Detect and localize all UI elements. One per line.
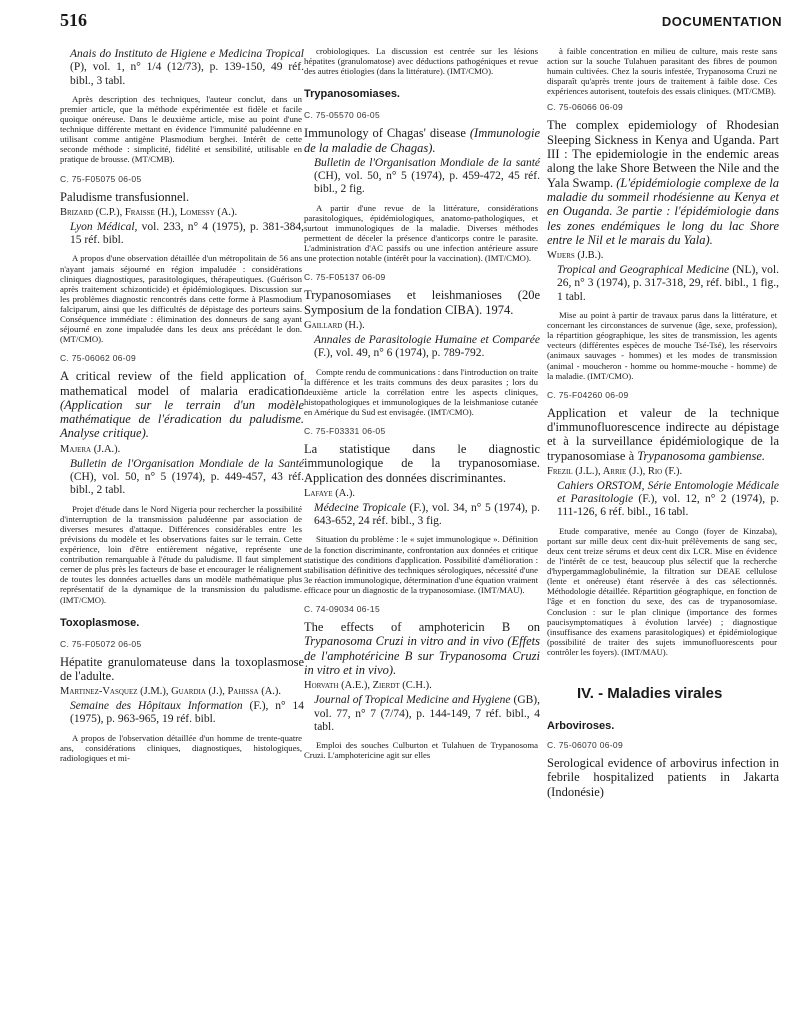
entry-code: C. 75-05570 06-05 — [304, 110, 380, 121]
entry-title: Application et valeur de la technique d'immunofluorescence indirecte au dépistage et à la surveillance épidémiologique de la trypanosomiase à Trypanosoma gambiense. — [547, 405, 779, 463]
entry — [304, 426, 540, 595]
entry — [304, 110, 540, 263]
entry — [547, 740, 779, 799]
entry-authors: Horvath (A.E.), Zierdt (C.H.). — [304, 680, 432, 692]
chapter-heading: IV. - Maladies virales — [577, 684, 723, 702]
entry-title: La statistique dans le diagnostic immunologique de la trypanosomiase. Application des données discriminantes. — [304, 441, 540, 485]
section-heading: Trypanosomiases. — [304, 88, 400, 101]
section-heading: Toxoplasmose. — [60, 616, 140, 629]
entry-source: Bulletin de l'Organisation Mondiale de la Santé (CH), vol. 50, n° 5 (1974), p. 449-457, 43 réf. bibl., 2 tabl. — [70, 457, 304, 497]
entry-code: C. 75-F03331 06-05 — [304, 425, 386, 436]
entry-abstract: A propos de l'observation détaillée d'un homme de trente-quatre ans, considérations cliniques, diagnostiques, histologiques, radiologiques et mi- — [60, 732, 302, 763]
entry-continued — [60, 48, 304, 165]
entry-authors: Majera (J.A.). — [60, 443, 121, 455]
entry-source: Anais do Instituto de Higiene e Medicina Tropical (P), vol. 1, n° 1/4 (12/73), p. 139-150, 49 réf. bibl., 3 tabl. — [70, 48, 304, 87]
entry-abstract: Etude comparative, menée au Congo (foyer de Kinzaba), portant sur mille deux cent dix-huit prélèvements de sang sec, deux cent treize sérums et deux cent dix LCR. Mise en évidence de l'intérêt de ce test, beaucoup plus sélectif que la recherche d'hypergammaglobulinémie, la filtration sur DEAE cellulose (lente et onéreuse) étant réservée à des cas sélectionnés. Méthodologie détaillée. Répartition géographique, en fonction de l'âge et en fonction du sexe, des cas de trypanosomiase. Conclusion : sur le plan clinique (importance des formes paucisymptomatiques à évolution larvée) ; diagnostique (insuffisance des examens parasitologiques) et épidémiologique (possibilité de traiter des sujets immunofluorescents pour contrôler les foyers). (IMT/MAU). — [547, 525, 777, 657]
entry-abstract: A propos d'une observation détaillée d'un métropolitain de 56 ans n'ayant jamais séjourné en région impaludée : considérations cliniques diagnostiques, parasitologiques, thérapeutiques. (Guérison après traitement schizonticide) et épidémiologiques. Discussion sur les problèmes diagnostic rencontrés dans cette forme à Plasmodium falciparum, ainsi que les difficultés de dépistage des porteurs sains. Conséquence immédiate : élimination des donneurs de sang ayant séjourné en zone impaludée dans les deux ans précédant le don. (MT/CMO). — [60, 253, 302, 345]
entry — [547, 102, 779, 380]
entry-code: C. 75-F04260 06-09 — [547, 389, 629, 400]
entry — [60, 353, 304, 604]
entry-code: C. 75-06070 06-09 — [547, 739, 623, 750]
entry-authors: Frezil (J.L.), Arrie (J.), Rio (F.). — [547, 465, 683, 477]
entry-abstract-continued: à faible concentration en milieu de culture, mais reste sans action sur la souche Tulahuen parasitant des fibres de poumon humain cultivées. Chez la souris infestée, Trypanosoma Cruzi ne disparaît qu'après trente jours de traitement à faible dose. Ces expériences autorisent, toutefois des essais cliniques. (MT/CMB). — [547, 46, 777, 97]
entry-abstract-continued: crobiologiques. La discussion est centrée sur les lésions hépatites (granulomatose) avec déductions pathogéniques et revue des autres étiologies (dans la littérature). (IMT/CMO). — [304, 46, 538, 77]
entry — [547, 390, 779, 657]
entry-code: C. 75-F05072 06-05 — [60, 638, 142, 649]
entry-abstract: Compte rendu de communications : dans l'introduction on traite la différence et les traits communs des deux parasites ; lors du deuxième article la corrélation entre les aspects cliniques, histopathologiques et immunologiques de la leishmaniose cutanée en Amérique du Sud est envisagée. (IMT/CMO). — [304, 366, 538, 417]
entry-authors: Lafaye (A.). — [304, 487, 356, 499]
entry-abstract: Mise au point à partir de travaux parus dans la littérature, et concernant les circonstances de survenue (âge, sexe, profession), la répartition géographique, les sites de transmission, les agents vecteurs (différentes espèces de mouche Tsé-Tsé), les réservoirs (animaux sauvages - hommes) et les modes de transmission (animal - moucheron - homme ou homme-mouche - homme) de la maladie. (IMT/CMO). — [547, 310, 777, 381]
entry-code: C. 75-F05137 06-09 — [304, 272, 386, 283]
entry-title: Hépatite granulomateuse dans la toxoplasmose de l'adulte. — [60, 654, 304, 683]
entry-title: The effects of amphotericin B on Trypanosoma Cruzi in vitro and in vivo (Effets de l'amphotéricine B sur Trypanosoma Cruzi in vitro et in vivo). — [304, 620, 540, 677]
entry-authors: Brizard (C.P.), Fraisse (H.), Lomessy (A.). — [60, 206, 238, 218]
entry-title: The complex epidemiology of Rhodesian Sleeping Sickness in Kenya and Uganda. Part III : The epidemiologie in the endemic areas along the lake Shore Between the Nile and the Yala Swamp. (L'épidémiologie complexe de la maladie du sommeil rhodésienne au Kenya et en Ouganda. 3e partie : l'épidémiologie dans les zones endémiques le long du lac Shore entre le Nil et le marais du Yala). — [547, 118, 779, 247]
entry-title: Paludisme transfusionnel. — [60, 189, 190, 204]
entry — [304, 272, 540, 417]
entry-source: Tropical and Geographical Medicine (NL), vol. 26, n° 3 (1974), p. 317-318, 29, réf. bibl., 1 fig., 1 tabl. — [557, 264, 779, 303]
entry — [304, 604, 540, 760]
page-number: 516 — [60, 10, 87, 30]
entry-abstract: Emploi des souches Culburton et Tulahuen de Trypanosoma Cruzi. L'amphotericine agit sur elles — [304, 740, 538, 761]
entry-abstract: A partir d'une revue de la littérature, considérations parasitologiques, épidémiologiques, anatomo-pathologiques, et surtout immunologiques de la maladie. Diverses méthodes permettent de déceler la présence d'anticorps contre le parasite. L'administration d'AC passifs ou une infection antérieure assure une protection notable (intérêt pour la vaccination). (IMT/CMO). — [304, 202, 538, 264]
page-header — [0, 0, 800, 46]
column-3 — [547, 46, 779, 808]
entry-source: Lyon Médical, vol. 233, n° 4 (1975), p. 381-384, 15 réf. bibl. — [70, 220, 304, 247]
entry-title: Immunology of Chagas' disease (Immunologie de la maladie de Chagas). — [304, 126, 540, 155]
section-heading: Arboviroses. — [547, 719, 615, 732]
entry-abstract: Situation du problème : le « sujet immunologique ». Définition de la fonction discriminante, confrontation aux données et critique statistique des conditions d'application. Possibilité d'amélioration : stabilisation définitive des techniques sérologiques, nécessité d'une 3e réaction immunologique, détermination d'une équation vraiment efficace pour un diagnostic de la trypanosomiase. (IMT/MAU). — [304, 534, 538, 595]
entry-authors: Martinez-Vasquez (J.M.), Guardia (J.), Pahissa (A.). — [60, 686, 282, 698]
entry-code: C. 75-F05075 06-05 — [60, 173, 142, 184]
entry-source: Bulletin de l'Organisation Mondiale de la santé (CH), vol. 50, n° 5 (1974), p. 459-472, 45 réf. bibl., 2 fig. — [314, 156, 540, 196]
entry-source: Médecine Tropicale (F.), vol. 34, n° 5 (1974), p. 643-652, 24 réf. bibl., 3 fig. — [314, 501, 540, 528]
entry-authors: Gaillard (H.). — [304, 319, 365, 331]
entry-abstract: Après description des techniques, l'auteur conclut, dans un premier article, que la méthode expérimentée est fidèle et facile quoique onéreuse. Dans le deuxième article, mise au point d'une technique différente mettant en évidence l'immunité paludéenne en utilisant comme antigène Plasmodium berghei. Intérêt de cette seconde méthode : simplicité, fidélité et sensibilité, utilisable en pratique de brousse. (MT/CMB). — [60, 93, 302, 165]
running-title: DOCUMENTATION — [661, 14, 782, 29]
entry-authors: Wijers (J.B.). — [547, 250, 604, 262]
entry-title: A critical review of the field application of mathematical model of malaria eradication (Application sur le terrain d'un modèle mathématique de l'éradication du paludisme. Analyse critique). — [60, 369, 304, 441]
entry-code: C. 75-06062 06-09 — [60, 353, 136, 364]
entry-source: Cahiers ORSTOM, Série Entomologie Médicale et Parasitologie (F.), vol. 12, n° 2 (1974), p. 111-126, 6 réf. bibl., 16 tabl. — [557, 479, 779, 519]
entry-abstract: Projet d'étude dans le Nord Nigeria pour rechercher la possibilité d'interruption de la transmission paludéenne par association de diverses mesures d'attaque. Différences considérables entre les prévisions du modèle et les observations faites sur le terrain. Cette expérience, loin d'être entièrement négative, représente une contribution remarquable à l'étude du paludisme. Il faut simplement cerner de plus près les facteurs de base et encourager le réalignement de toutes les données actuelles dans un modèle mathématique plus représentatif de la dynamique de la transmission du paludisme. (IMT/CMO). — [60, 503, 302, 605]
entry-source: Journal of Tropical Medicine and Hygiene (GB), vol. 77, n° 7 (7/74), p. 144-149, 7 réf. bibl., 4 tabl. — [314, 694, 541, 733]
entry-code: C. 75-06066 06-09 — [547, 102, 623, 113]
entry-title: Trypanosomiases et leishmanioses (20e Symposium de la fondation CIBA). 1974. — [304, 288, 540, 317]
column-1 — [60, 46, 304, 772]
entry-source: Semaine des Hôpitaux Information (F.), n° 14 (1975), p. 963-965, 19 réf. bibl. — [70, 700, 304, 726]
entry-source: Annales de Parasitologie Humaine et Comparée (F.), vol. 49, n° 6 (1974), p. 789-792. — [314, 333, 540, 360]
entry — [60, 639, 304, 763]
entry-title: Serological evidence of arbovirus infection in febrile hospitalized patients in Jakarta (Indonésie) — [547, 755, 779, 799]
column-2 — [304, 46, 540, 769]
entry-code: C. 74-09034 06-15 — [304, 604, 380, 615]
entry — [60, 174, 304, 345]
